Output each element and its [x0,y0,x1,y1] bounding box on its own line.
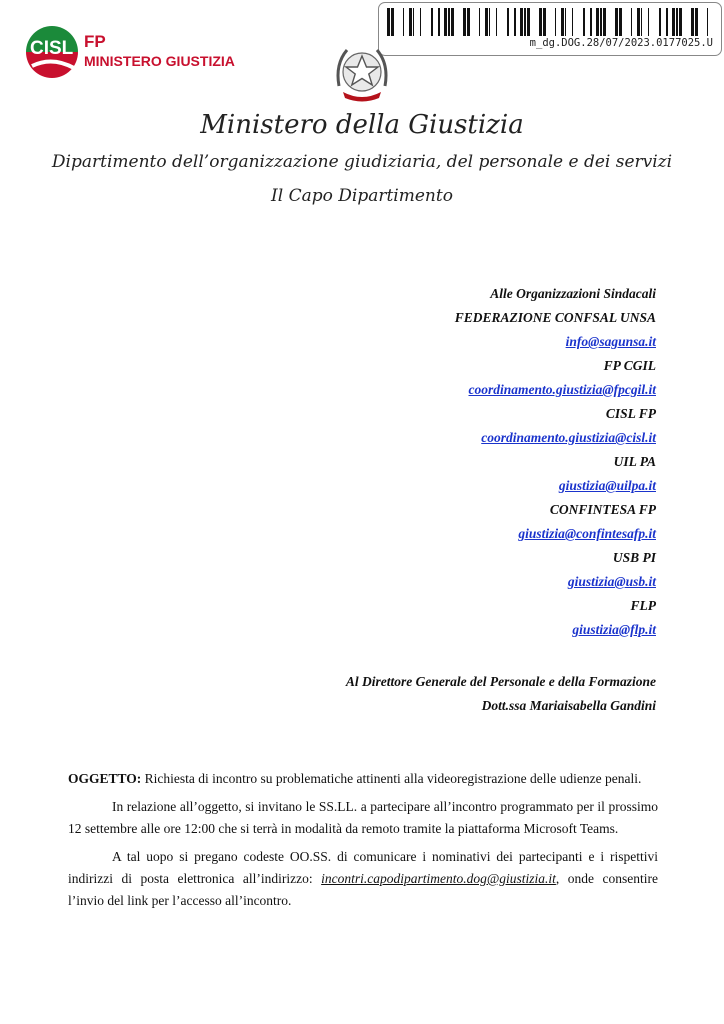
recipient-name: UIL PA [613,454,656,469]
logo-ministry: MINISTERO GIUSTIZIA [84,53,235,69]
recipients-list [455,282,656,642]
subject-label: OGGETTO: [68,771,142,786]
contact-email-link[interactable]: incontri.capodipartimento.dog@giustizia.it [321,871,556,886]
subject-paragraph [68,768,658,790]
protocol-number: m_dg.DOG.28/07/2023.0177025.U [529,37,713,49]
recipient-name: Alle Organizzazioni Sindacali [490,286,656,301]
paragraph-1: In relazione all’oggetto, si invitano le SS.LL. a partecipare all’incontro programmato per il prossimo 12 settembre alle ore 12:00 che si terrà in modalità da remoto tramite la piattaforma Microsoft Teams. [68,799,658,836]
recipient-name: FP CGIL [603,358,656,373]
recipient-email-link[interactable]: info@sagunsa.it [565,334,656,349]
recipient-email-link[interactable]: coordinamento.giustizia@cisl.it [481,430,656,445]
addressee-name: Dott.ssa Mariaisabella Gandini [481,698,656,713]
office-name: Il Capo Dipartimento [271,186,453,206]
recipient-name: CONFINTESA FP [549,502,656,517]
paragraph-2 [68,846,658,912]
cisl-fp-logo [22,20,235,82]
recipient-email-link[interactable]: giustizia@confintesafp.it [518,526,656,541]
addressee-role: Al Direttore Generale del Personale e della Formazione [345,674,656,689]
department-name: Dipartimento dell’organizzazione giudiziaria, del personale e dei servizi [51,152,673,172]
recipient-name: USB PI [612,550,656,565]
italian-republic-emblem-icon [333,42,391,104]
subject-text: Richiesta di incontro su problematiche attinenti alla videoregistrazione delle udienze penali. [144,771,642,786]
recipient-email-link[interactable]: giustizia@uilpa.it [558,478,656,493]
protocol-barcode [378,2,722,56]
recipient-email-link[interactable]: coordinamento.giustizia@fpcgil.it [468,382,656,397]
recipient-name: CISL FP [605,406,656,421]
recipient-email-link[interactable]: giustizia@flp.it [572,622,656,637]
logo-fp: FP [84,32,106,51]
logo-word: CISL [30,38,74,59]
letter-body [68,768,658,918]
barcode-icon [387,8,713,36]
recipient-name: FLP [630,598,656,613]
ministry-title: Ministero della Giustizia [200,110,524,140]
recipient-email-link[interactable]: giustizia@usb.it [567,574,656,589]
paragraph-2-before: A tal uopo si pregano codeste OO.SS. di comunicare i nominativi dei partecipanti e i rispettivi indirizzi di posta elettronica all’indirizzo: [68,849,658,886]
addressee-block [346,670,656,718]
recipient-name: FEDERAZIONE CONFSAL UNSA [454,310,656,325]
paragraph-2-after: , onde consentire l’invio del link per l’accesso all’incontro. [68,871,658,908]
